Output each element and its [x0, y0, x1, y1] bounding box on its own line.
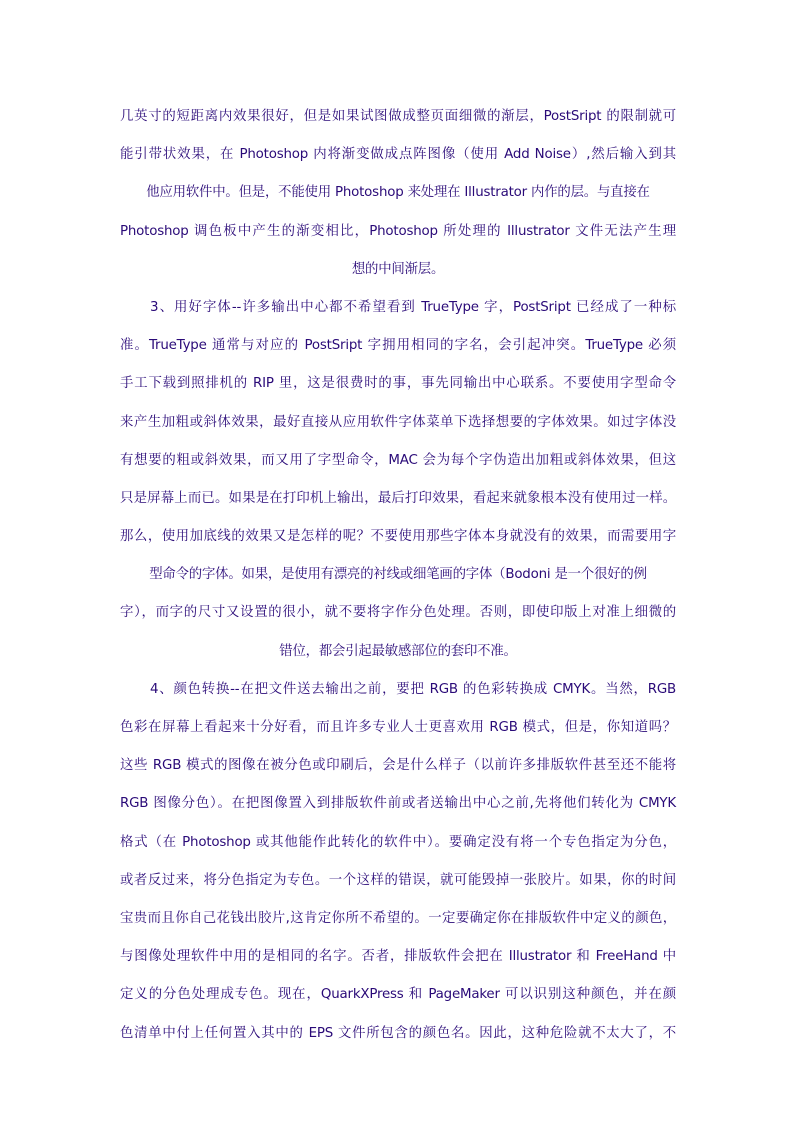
- text-line: 有想要的粗或斜效果，而又用了字型命令，MAC 会为每个字伪造出加粗或斜体效果，但这: [120, 452, 676, 468]
- document-body: [120, 98, 676, 1053]
- text-line: 他应用软件中。但是，不能使用 Photoshop 来处理在 Illustrator 内作的层。与直接在: [146, 185, 650, 201]
- text-line: Photoshop 调色板中产生的渐变相比，Photoshop 所处理的 Illustrator 文件无法产生理: [120, 223, 676, 239]
- text-line: 那么，使用加底线的效果又是怎样的呢？不要使用那些字体本身就没有的效果，而需要用字: [120, 529, 676, 545]
- text-line: 准。TrueType 通常与对应的 PostSript 字拥用相同的字名，会引起冲突。TrueType 必须: [120, 338, 676, 354]
- text-line: 4、颜色转换--在把文件送去输出之前，要把 RGB 的色彩转换成 CMYK。当然，RGB: [150, 681, 676, 697]
- text-line: 想的中间渐层。: [351, 261, 445, 277]
- text-line: 字），而字的尺寸又设置的很小，就不要将字作分色处理。否则，即使印版上对准上细微的: [120, 605, 676, 621]
- text-line: 几英寸的短距离内效果很好，但是如果试图做成整页面细微的渐层，PostSript 的限制就可: [120, 109, 676, 124]
- text-line: 3、用好字体--许多输出中心都不希望看到 TrueType 字，PostSript 已经成了一种标: [150, 299, 676, 315]
- text-line: 只是屏幕上而已。如果是在打印机上输出，最后打印效果，看起来就象根本没有使用过一样。: [120, 490, 676, 506]
- text-line: 手工下载到照排机的 RIP 里，这是很费时的事，事先同输出中心联系。不要使用字型命令: [120, 376, 676, 392]
- text-line: 与图像处理软件中用的是相同的名字。否者，排版软件会把在 Illustrator 和 FreeHand 中: [120, 949, 676, 965]
- text-line: 或者反过来，将分色指定为专色。一个这样的错误，就可能毁掉一张胶片。如果，你的时间: [120, 872, 676, 888]
- text-line: 型命令的字体。如果，是使用有漂亮的衬线或细笔画的字体（Bodoni 是一个很好的例: [149, 567, 647, 583]
- paragraph-4-color-conversion: [120, 671, 676, 1053]
- text-line: 这些 RGB 模式的图像在被分色或印刷后，会是什么样子（以前许多排版软件甚至还不能将: [120, 758, 676, 774]
- text-line: 宝贵而且你自己花钱出胶片,这肯定你所不希望的。一定要确定你在排版软件中定义的颜色，: [120, 910, 676, 926]
- paragraph-3-fonts: [120, 289, 676, 671]
- text-line: RGB 图像分色）。在把图像置入到排版软件前或者送输出中心之前,先将他们转化为 CMYK: [120, 796, 676, 812]
- text-line: 色彩在屏幕上看起来十分好看，而且许多专业人士更喜欢用 RGB 模式，但是，你知道吗？: [120, 720, 676, 735]
- text-line: 定义的分色处理成专色。现在，QuarkXPress 和 PageMaker 可以识别这种颜色，并在颜: [120, 987, 676, 1003]
- text-line: 错位，都会引起最敏感部位的套印不准。: [279, 643, 517, 659]
- text-line: 来产生加粗或斜体效果，最好直接从应用软件字体菜单下选择想要的字体效果。如过字体没: [120, 414, 676, 430]
- paragraph-continuation: [120, 98, 676, 289]
- text-line: 色清单中付上任何置入其中的 EPS 文件所包含的颜色名。因此，这种危险就不太大了，不: [120, 1025, 676, 1041]
- text-line: 能引带状效果，在 Photoshop 内将渐变做成点阵图像（使用 Add Noise）,然后输入到其: [120, 147, 676, 163]
- text-line: 格式（在 Photoshop 或其他能作此转化的软件中）。要确定没有将一个专色指定为分色，: [120, 834, 676, 850]
